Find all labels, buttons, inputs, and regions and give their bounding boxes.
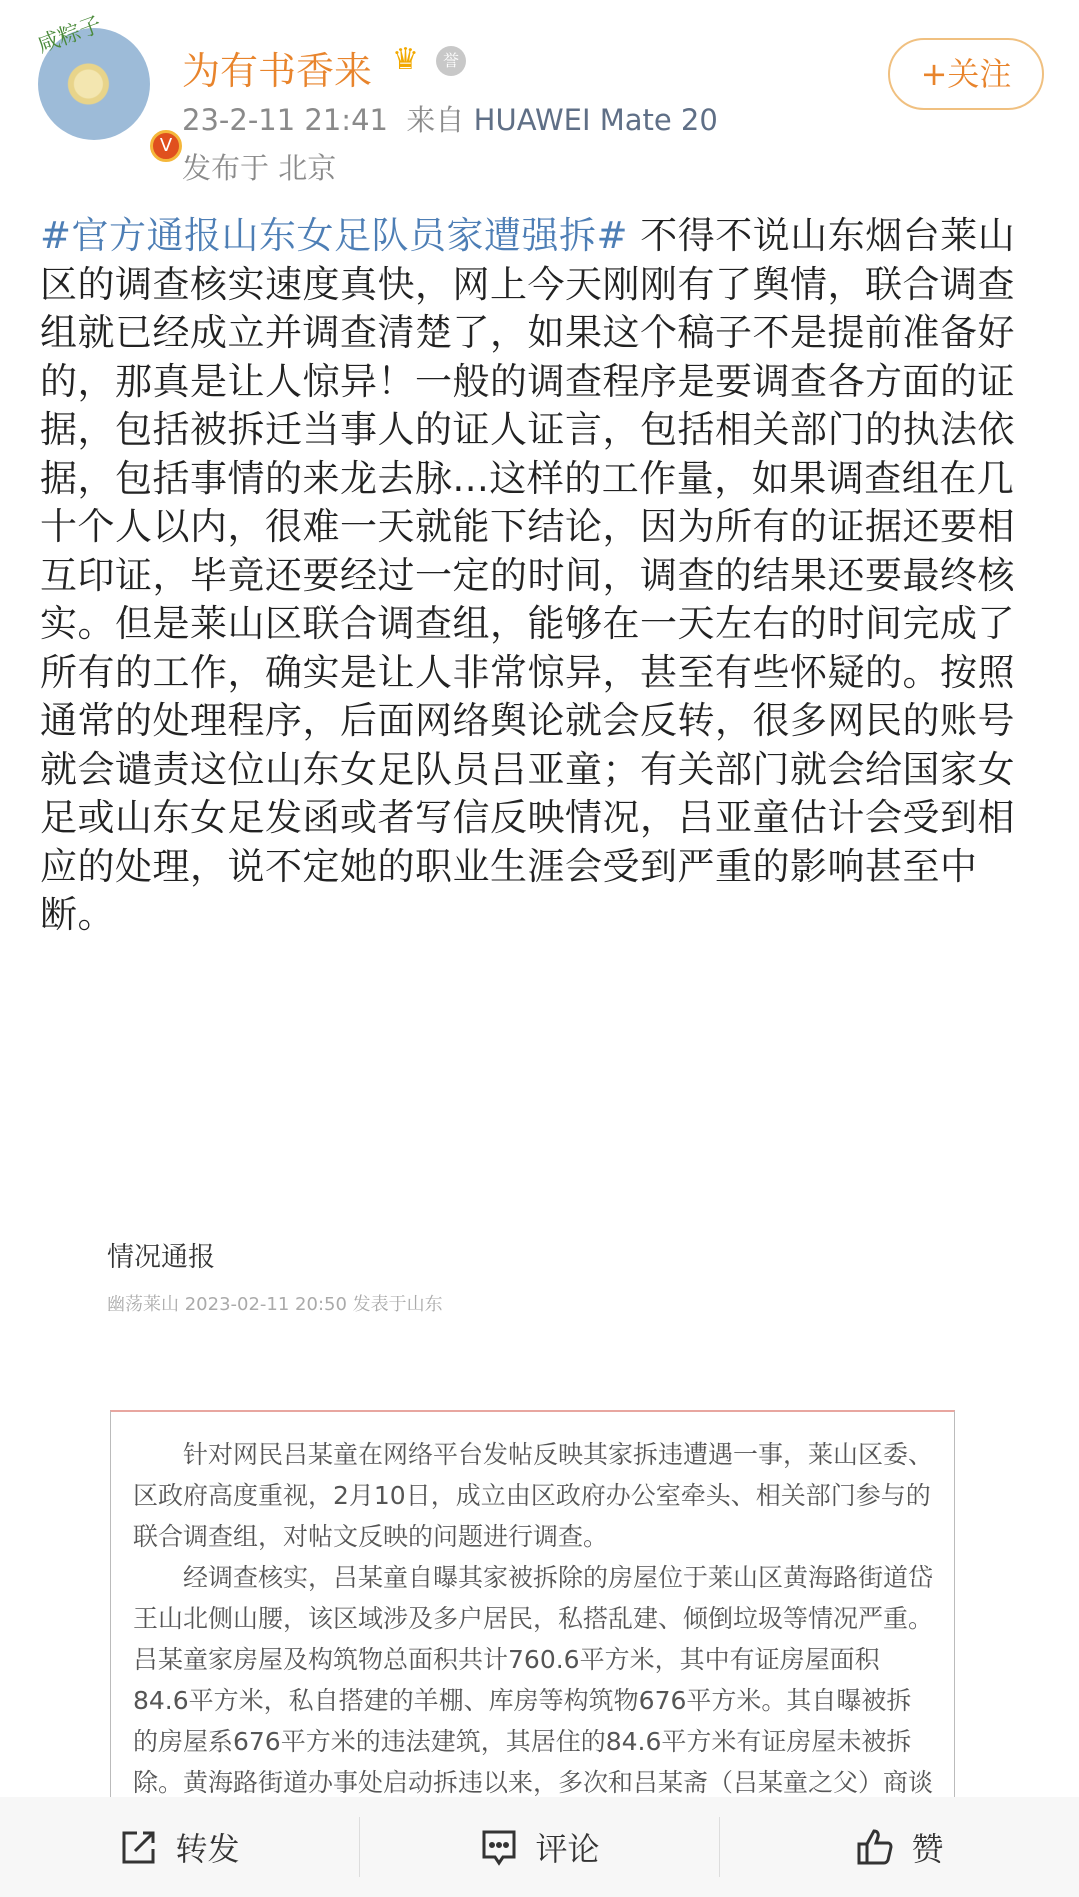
document-paragraph: 经调查核实，吕某童自曝其家被拆除的房屋位于莱山区黄海路街道岱王山北侧山腰，该区域涉及多户居民，私搭乱建、倾倒垃圾等情况严重。吕某童家房屋及构筑物总面积共计760.6平方米，其中有证房屋面积84.6平方米，私自搭建的羊棚、库房等构筑物676平方米。其自曝被拆的房屋系676平方米的违法建筑，其居住的84.6平方米有证房屋未被拆除。黄海路街道办事处启动拆违以来，多次和吕某斋（吕某童之父）商谈 [133,1563,934,1797]
share-icon [119,1827,159,1867]
action-bar [0,1797,1079,1897]
crown-icon: ♛ [392,42,419,77]
like-button[interactable] [720,1812,1079,1882]
document-meta: 幽荡莱山 2023-02-11 20:50 发表于山东 [107,1294,443,1315]
follow-button[interactable]: +关注 [888,38,1044,110]
comment-button[interactable] [360,1812,719,1882]
verified-badge-icon: V [150,130,182,162]
medal-icon: 誉 [436,46,466,76]
document-image[interactable] [110,1410,955,1810]
post-body [40,212,1040,940]
comment-icon [479,1827,519,1867]
avatar[interactable] [34,12,173,156]
avatar-tag: 咸粽子 [34,12,105,59]
like-label: 赞 [911,1830,944,1868]
document-paragraph: 针对网民吕某童在网络平台发帖反映其家拆违遭遇一事，莱山区委、区政府高度重视，2月10日，成立由区政府办公室牵头、相关部门参与的联合调查组，对帖文反映的问题进行调查。 [133,1440,934,1551]
device-name: HUAWEI Mate 20 [473,103,718,137]
repost-button[interactable] [0,1812,359,1882]
post-time: 23-2-11 21:41 [182,103,388,137]
post-meta [182,98,718,139]
post-text: 不得不说山东烟台莱山区的调查核实速度真快，网上今天刚刚有了舆情，联合调查组就已经成立并调查清楚了，如果这个稿子不是提前准备好的，那真是让人惊异！一般的调查程序是要调查各方面的证据，包括被拆迁当事人的证人证言，包括相关部门的执法依据，包括事情的来龙去脉...这样的工作量，如果调查组在几十个人以内，很难一天就能下结论，因为所有的证据还要相互印证，毕竟还要经过一定的时间，调查的结果还要最终核实。但是莱山区联合调查组，能够在一天左右的时间完成了所有的工作，确实是让人非常惊异，甚至有些怀疑的。按照通常的处理程序，后面网络舆论就会反转，很多网民的账号就会谴责这位山东女足队员吕亚童；有关部门就会给国家女足或山东女足发函或者写信反映情况，吕亚童估计会受到相应的处理，说不定她的职业生涯会受到严重的影响甚至中断。 [40,214,1016,936]
topic-link[interactable]: #官方通报山东女足队员家遭强拆# [40,214,629,257]
username[interactable]: 为有书香来 [182,49,373,93]
repost-label: 转发 [175,1830,240,1868]
comment-label: 评论 [535,1830,600,1868]
post-location: 发布于 北京 [182,151,337,185]
source-prefix: 来自 [406,103,465,137]
thumbs-up-icon [855,1827,895,1867]
document-title: 情况通报 [107,1242,215,1273]
